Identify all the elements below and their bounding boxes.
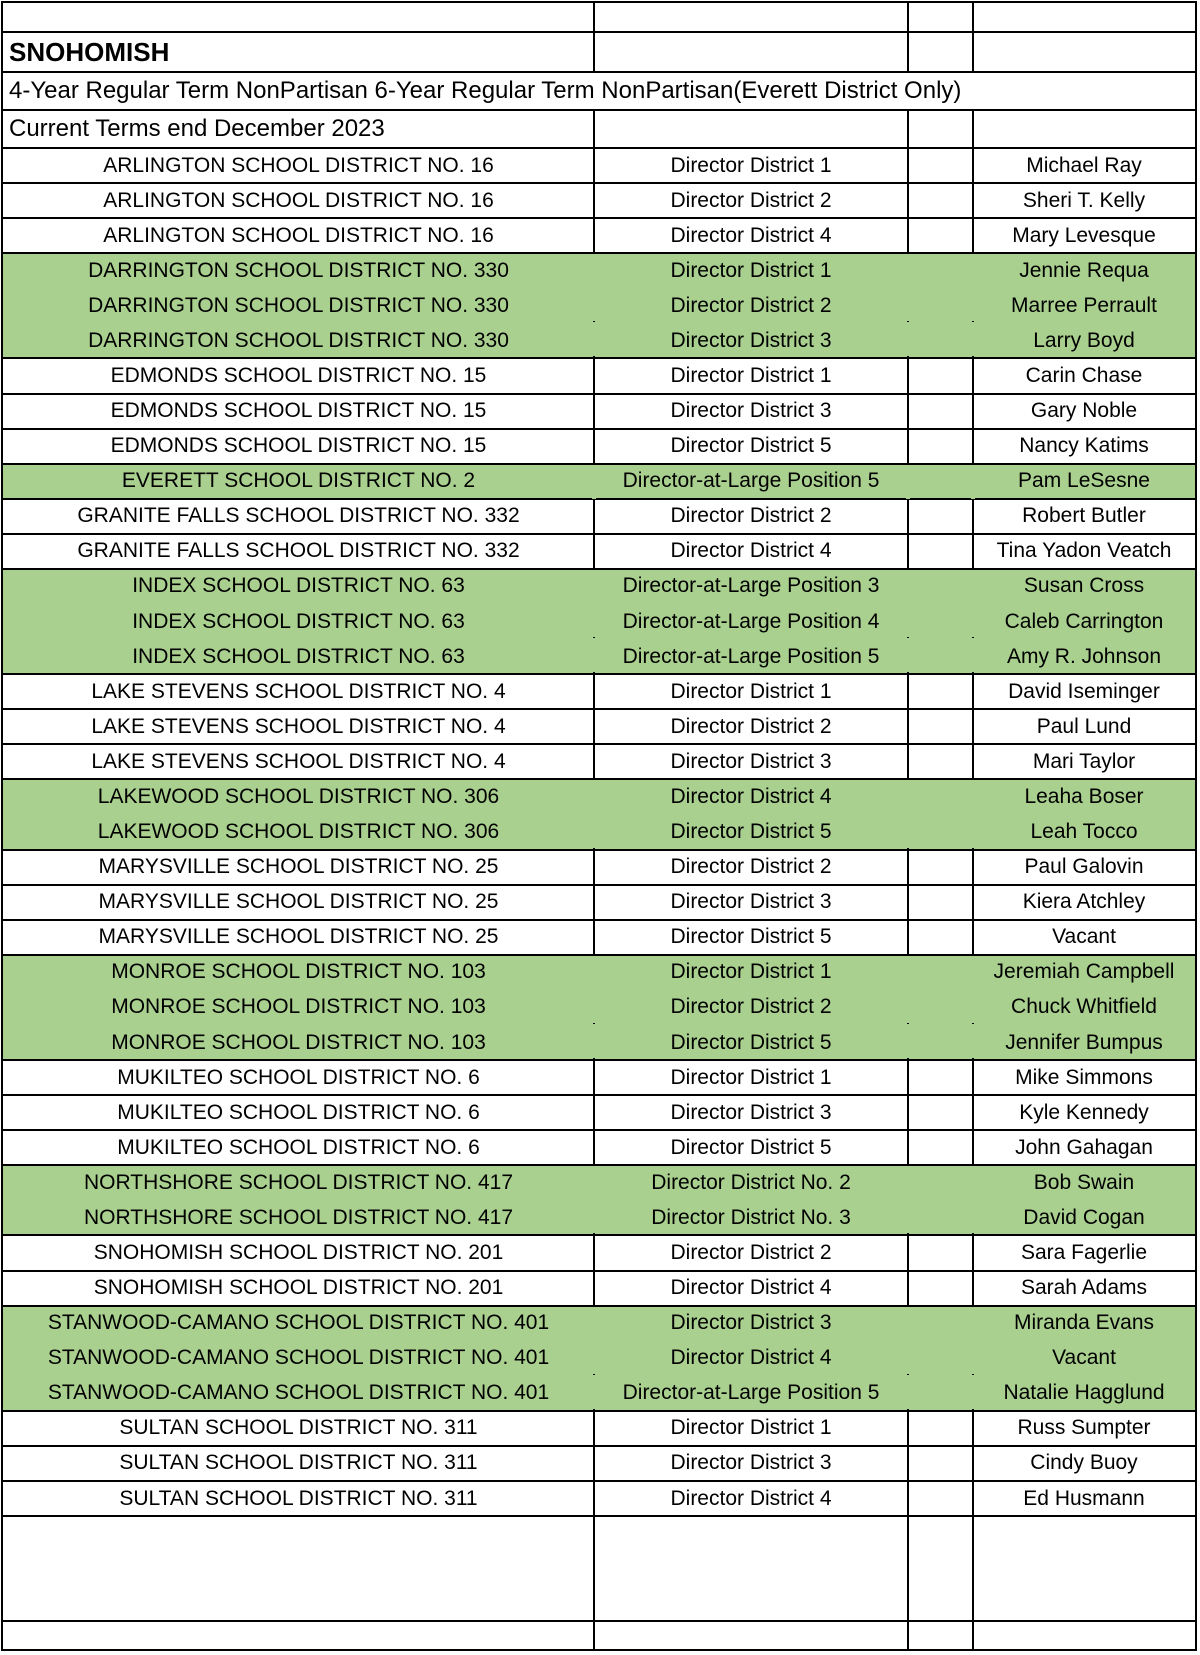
district-cell: LAKE STEVENS SCHOOL DISTRICT NO. 4 — [91, 714, 506, 738]
position-cell: Director District 2 — [670, 188, 832, 212]
empty-row-top — [3, 3, 1195, 32]
grid-mask — [592, 465, 596, 499]
district-cell: MONROE SCHOOL DISTRICT NO. 103 — [111, 960, 486, 984]
district-cell: STANWOOD-CAMANO SCHOOL DISTRICT NO. 401 — [47, 1311, 550, 1335]
name-cell: Leah Tocco — [1030, 820, 1138, 844]
grid-mask — [906, 1024, 910, 1058]
position-cell: Director District 1 — [670, 153, 832, 177]
district-cell: SULTAN SCHOOL DISTRICT NO. 311 — [119, 1486, 478, 1510]
grid-mask — [906, 956, 910, 990]
grid-mask — [971, 1307, 975, 1341]
position-cell: Director District 5 — [670, 820, 832, 844]
grid-hline — [3, 849, 1195, 851]
position-cell: Director District 1 — [670, 679, 832, 703]
grid-hline — [3, 708, 1195, 710]
position-cell: Director District 3 — [670, 1451, 832, 1475]
name-cell: Paul Galovin — [1024, 855, 1144, 879]
table-row — [3, 1060, 1195, 1095]
district-cell: DARRINGTON SCHOOL DISTRICT NO. 330 — [88, 328, 509, 352]
position-cell: Director District 3 — [670, 399, 832, 423]
grid-mask — [906, 638, 910, 672]
table-row — [3, 1411, 1195, 1446]
table-row — [3, 850, 1195, 885]
district-cell: DARRINGTON SCHOOL DISTRICT NO. 330 — [88, 293, 509, 317]
position-cell: Director District 5 — [670, 434, 832, 458]
district-cell: MUKILTEO SCHOOL DISTRICT NO. 6 — [117, 1100, 480, 1124]
table-row — [3, 499, 1195, 534]
name-cell: Carin Chase — [1025, 364, 1143, 387]
district-cell: MARYSVILLE SCHOOL DISTRICT NO. 25 — [98, 855, 499, 879]
name-cell: Vacant — [1052, 1346, 1116, 1370]
table-row — [3, 569, 1195, 604]
grid-mask — [971, 780, 975, 814]
grid-mask — [906, 603, 910, 637]
name-cell: Robert Butler — [1022, 504, 1146, 528]
grid-mask — [971, 287, 975, 321]
grid-mask — [906, 254, 910, 288]
grid-mask — [592, 1307, 596, 1341]
district-cell: SNOHOMISH SCHOOL DISTRICT NO. 201 — [93, 1276, 504, 1300]
grid-mask — [906, 814, 910, 848]
name-cell: Amy R. Johnson — [1006, 644, 1162, 668]
name-cell: Michael Ray — [1026, 153, 1142, 177]
grid-mask — [971, 1375, 975, 1409]
grid-hline — [3, 1480, 1195, 1482]
grid-mask — [906, 287, 910, 321]
table-row — [3, 183, 1195, 218]
position-cell: Director District 3 — [670, 1311, 832, 1335]
name-cell: Russ Sumpter — [1017, 1416, 1151, 1440]
table-row — [3, 288, 1195, 323]
district-cell: EDMONDS SCHOOL DISTRICT NO. 15 — [110, 434, 487, 458]
grid-hline — [3, 428, 1195, 430]
district-cell: GRANITE FALLS SCHOOL DISTRICT NO. 332 — [77, 539, 520, 563]
grid-mask — [971, 254, 975, 288]
grid-hline — [3, 252, 1195, 254]
grid-hline — [3, 1094, 1195, 1096]
spreadsheet — [1, 1, 1197, 1651]
table-row — [3, 1271, 1195, 1306]
grid-hline — [3, 463, 1195, 465]
county-title-row — [3, 32, 1195, 72]
table-row — [3, 464, 1195, 499]
name-cell: Sara Fagerlie — [1020, 1241, 1148, 1264]
name-cell: Jennie Requa — [1019, 258, 1149, 282]
grid-mask — [592, 570, 596, 604]
name-cell: Nancy Katims — [1019, 434, 1149, 458]
position-cell: Director District 5 — [670, 925, 832, 949]
district-cell: MUKILTEO SCHOOL DISTRICT NO. 6 — [117, 1135, 480, 1159]
name-cell: Larry Boyd — [1033, 328, 1135, 352]
table-row — [3, 604, 1195, 639]
grid-mask — [592, 322, 596, 356]
name-cell: Cindy Buoy — [1030, 1451, 1138, 1475]
grid-hline — [3, 1270, 1195, 1272]
district-cell: LAKE STEVENS SCHOOL DISTRICT NO. 4 — [91, 749, 506, 773]
name-cell: Ed Husmann — [1023, 1486, 1145, 1510]
grid-mask — [971, 1199, 975, 1233]
grid-hline — [3, 182, 1195, 184]
table-row — [3, 779, 1195, 814]
grid-mask — [971, 1166, 975, 1200]
grid-mask — [971, 638, 975, 672]
grid-mask — [592, 254, 596, 288]
district-cell: INDEX SCHOOL DISTRICT NO. 63 — [132, 609, 465, 633]
table-row — [3, 1481, 1195, 1516]
district-cell: EVERETT SCHOOL DISTRICT NO. 2 — [121, 469, 476, 493]
grid-mask — [971, 1340, 975, 1374]
grid-mask — [906, 322, 910, 356]
table-row — [3, 1025, 1195, 1060]
grid-hline — [3, 1515, 1195, 1517]
empty-row-bottom-2 — [3, 1621, 1195, 1651]
grid-hline — [3, 919, 1195, 921]
position-cell: Director District 1 — [670, 1065, 832, 1089]
table-row — [3, 253, 1195, 288]
position-cell: Director District 4 — [670, 1486, 832, 1510]
grid-hline — [3, 1410, 1195, 1412]
grid-hline — [3, 954, 1195, 956]
grid-mask — [971, 814, 975, 848]
grid-mask — [906, 1375, 910, 1409]
grid-hline — [3, 1234, 1195, 1236]
position-cell: Director District 2 — [670, 293, 832, 317]
name-cell: Natalie Hagglund — [1003, 1381, 1165, 1405]
table-row — [3, 1130, 1195, 1165]
district-cell: SNOHOMISH SCHOOL DISTRICT NO. 201 — [93, 1241, 504, 1264]
name-cell: Paul Lund — [1036, 714, 1132, 738]
grid-hline — [3, 743, 1195, 745]
district-cell: SULTAN SCHOOL DISTRICT NO. 311 — [119, 1416, 478, 1440]
table-row — [3, 394, 1195, 429]
grid-hline — [3, 71, 1195, 73]
table-row — [3, 1095, 1195, 1130]
position-cell: Director District 2 — [670, 1241, 832, 1264]
grid-mask — [592, 1024, 596, 1058]
table-row — [3, 1306, 1195, 1341]
grid-hline — [3, 568, 1195, 570]
position-cell: Director-at-Large Position 5 — [622, 1381, 880, 1405]
position-cell: Director District 1 — [670, 1416, 832, 1440]
grid-hline — [3, 357, 1195, 359]
district-cell: ARLINGTON SCHOOL DISTRICT NO. 16 — [103, 188, 494, 212]
grid-mask — [906, 465, 910, 499]
grid-mask — [592, 956, 596, 990]
position-cell: Director District No. 2 — [651, 1170, 851, 1194]
grid-mask — [906, 780, 910, 814]
district-cell: STANWOOD-CAMANO SCHOOL DISTRICT NO. 401 — [47, 1381, 550, 1405]
grid-mask — [592, 603, 596, 637]
table-row — [3, 744, 1195, 779]
name-cell: Kyle Kennedy — [1019, 1100, 1149, 1124]
position-cell: Director-at-Large Position 5 — [622, 644, 880, 668]
terms-end-text: Current Terms end December 2023 — [9, 115, 385, 142]
county-title: SNOHOMISH — [9, 36, 170, 67]
table-row — [3, 1200, 1195, 1235]
position-cell: Director District 3 — [670, 749, 832, 773]
grid-mask — [592, 638, 596, 672]
grid-mask — [592, 1166, 596, 1200]
name-cell: Sarah Adams — [1020, 1276, 1148, 1300]
position-cell: Director District 4 — [670, 1276, 832, 1300]
district-cell: NORTHSHORE SCHOOL DISTRICT NO. 417 — [83, 1205, 514, 1229]
position-cell: Director District 4 — [670, 784, 832, 808]
grid-hline — [3, 1305, 1195, 1307]
district-cell: MARYSVILLE SCHOOL DISTRICT NO. 25 — [98, 890, 499, 914]
table-row — [3, 323, 1195, 358]
grid-hline — [3, 109, 1195, 111]
district-cell: DARRINGTON SCHOOL DISTRICT NO. 330 — [88, 258, 509, 282]
table-row — [3, 358, 1195, 393]
grid-hline — [3, 1059, 1195, 1061]
name-cell: Mari Taylor — [1032, 749, 1136, 773]
table-row — [3, 534, 1195, 569]
grid-mask — [906, 1166, 910, 1200]
district-cell: GRANITE FALLS SCHOOL DISTRICT NO. 332 — [77, 504, 520, 528]
district-cell: MONROE SCHOOL DISTRICT NO. 103 — [111, 995, 486, 1019]
name-cell: Mike Simmons — [1015, 1065, 1153, 1089]
name-cell: Caleb Carrington — [1004, 609, 1164, 633]
grid-vline — [972, 3, 974, 72]
grid-hline — [3, 673, 1195, 675]
terms-end-row — [3, 110, 1195, 148]
name-cell: Sheri T. Kelly — [1022, 188, 1146, 212]
name-cell: Bob Swain — [1033, 1170, 1135, 1194]
district-cell: SULTAN SCHOOL DISTRICT NO. 311 — [119, 1451, 478, 1475]
grid-mask — [592, 814, 596, 848]
table-row — [3, 674, 1195, 709]
grid-hline — [3, 778, 1195, 780]
grid-mask — [971, 603, 975, 637]
grid-mask — [906, 1340, 910, 1374]
district-cell: LAKEWOOD SCHOOL DISTRICT NO. 306 — [97, 784, 500, 808]
name-cell: Chuck Whitfield — [1011, 995, 1157, 1019]
table-row — [3, 990, 1195, 1025]
position-cell: Director District 1 — [670, 960, 832, 984]
position-cell: Director District 5 — [670, 1030, 832, 1054]
grid-mask — [592, 287, 596, 321]
district-cell: NORTHSHORE SCHOOL DISTRICT NO. 417 — [83, 1170, 514, 1194]
district-cell: MONROE SCHOOL DISTRICT NO. 103 — [111, 1030, 486, 1054]
grid-mask — [592, 780, 596, 814]
grid-hline — [3, 31, 1195, 33]
grid-hline — [3, 147, 1195, 149]
position-cell: Director District 2 — [670, 995, 832, 1019]
table-row — [3, 815, 1195, 850]
grid-mask — [592, 1375, 596, 1409]
name-cell: Miranda Evans — [1013, 1311, 1155, 1335]
empty-row-bottom-1 — [3, 1591, 1195, 1621]
table-row — [3, 1446, 1195, 1481]
position-cell: Director District 4 — [670, 539, 832, 563]
table-row — [3, 709, 1195, 744]
table-row — [3, 1235, 1195, 1270]
name-cell: Marree Perrault — [1011, 293, 1157, 317]
grid-mask — [592, 989, 596, 1023]
table-row — [3, 218, 1195, 253]
table-row — [3, 639, 1195, 674]
position-cell: Director-at-Large Position 5 — [622, 469, 880, 493]
position-cell: Director District 1 — [670, 364, 832, 387]
name-cell: David Iseminger — [1008, 679, 1160, 703]
grid-hline — [3, 1620, 1195, 1622]
name-cell: Leaha Boser — [1024, 784, 1144, 808]
grid-mask — [592, 1340, 596, 1374]
name-cell: Jennifer Bumpus — [1005, 1030, 1163, 1054]
grid-hline — [3, 1129, 1195, 1131]
name-cell: Susan Cross — [1023, 574, 1145, 598]
table-row — [3, 1376, 1195, 1411]
position-cell: Director District 3 — [670, 890, 832, 914]
district-cell: INDEX SCHOOL DISTRICT NO. 63 — [132, 574, 465, 598]
name-cell: David Cogan — [1023, 1205, 1145, 1229]
position-cell: Director District 5 — [670, 1135, 832, 1159]
position-cell: Director District 2 — [670, 504, 832, 528]
name-cell: Gary Noble — [1030, 399, 1138, 423]
name-cell: Jeremiah Campbell — [993, 960, 1175, 984]
grid-mask — [906, 1199, 910, 1233]
name-cell: Vacant — [1052, 925, 1116, 949]
grid-hline — [3, 217, 1195, 219]
grid-hline — [3, 884, 1195, 886]
name-cell: Mary Levesque — [1012, 223, 1156, 247]
term-description: 4-Year Regular Term NonPartisan 6-Year Regular Term NonPartisan(Everett District Only) — [9, 77, 962, 104]
position-cell: Director District 1 — [670, 258, 832, 282]
district-cell: MUKILTEO SCHOOL DISTRICT NO. 6 — [117, 1065, 480, 1089]
district-cell: ARLINGTON SCHOOL DISTRICT NO. 16 — [103, 153, 494, 177]
term-description-row — [3, 72, 1195, 110]
grid-mask — [971, 322, 975, 356]
grid-mask — [971, 570, 975, 604]
name-cell: Kiera Atchley — [1022, 890, 1146, 914]
grid-hline — [3, 393, 1195, 395]
grid-vline — [907, 3, 909, 72]
position-cell: Director District No. 3 — [651, 1205, 851, 1229]
name-cell: John Gahagan — [1015, 1135, 1153, 1159]
position-cell: Director District 2 — [670, 855, 832, 879]
grid-hline — [3, 533, 1195, 535]
grid-vline — [593, 3, 595, 72]
district-cell: STANWOOD-CAMANO SCHOOL DISTRICT NO. 401 — [47, 1346, 550, 1370]
name-cell: Tina Yadon Veatch — [996, 539, 1172, 563]
district-cell: MARYSVILLE SCHOOL DISTRICT NO. 25 — [98, 925, 499, 949]
grid-hline — [3, 498, 1195, 500]
grid-hline — [3, 1445, 1195, 1447]
grid-mask — [906, 1307, 910, 1341]
grid-mask — [971, 956, 975, 990]
table-row — [3, 1341, 1195, 1376]
table-row — [3, 148, 1195, 183]
grid-mask — [971, 465, 975, 499]
table-row — [3, 429, 1195, 464]
district-cell: ARLINGTON SCHOOL DISTRICT NO. 16 — [103, 223, 494, 247]
position-cell: Director District 2 — [670, 714, 832, 738]
grid-mask — [906, 989, 910, 1023]
district-cell: INDEX SCHOOL DISTRICT NO. 63 — [132, 644, 465, 668]
grid-mask — [971, 1024, 975, 1058]
name-cell: Pam LeSesne — [1018, 469, 1150, 493]
table-row — [3, 1165, 1195, 1200]
table-row — [3, 955, 1195, 990]
grid-hline — [3, 1164, 1195, 1166]
grid-mask — [906, 570, 910, 604]
district-cell: EDMONDS SCHOOL DISTRICT NO. 15 — [110, 399, 487, 423]
position-cell: Director-at-Large Position 3 — [622, 574, 880, 598]
table-row — [3, 920, 1195, 955]
position-cell: Director District 3 — [670, 328, 832, 352]
position-cell: Director District 4 — [670, 1346, 832, 1370]
grid-mask — [592, 1199, 596, 1233]
position-cell: Director District 3 — [670, 1100, 832, 1124]
district-cell: EDMONDS SCHOOL DISTRICT NO. 15 — [110, 364, 487, 387]
district-cell: LAKEWOOD SCHOOL DISTRICT NO. 306 — [97, 820, 500, 844]
table-row — [3, 885, 1195, 920]
position-cell: Director-at-Large Position 4 — [622, 609, 880, 633]
position-cell: Director District 4 — [670, 223, 832, 247]
grid-mask — [971, 989, 975, 1023]
district-cell: LAKE STEVENS SCHOOL DISTRICT NO. 4 — [91, 679, 506, 703]
